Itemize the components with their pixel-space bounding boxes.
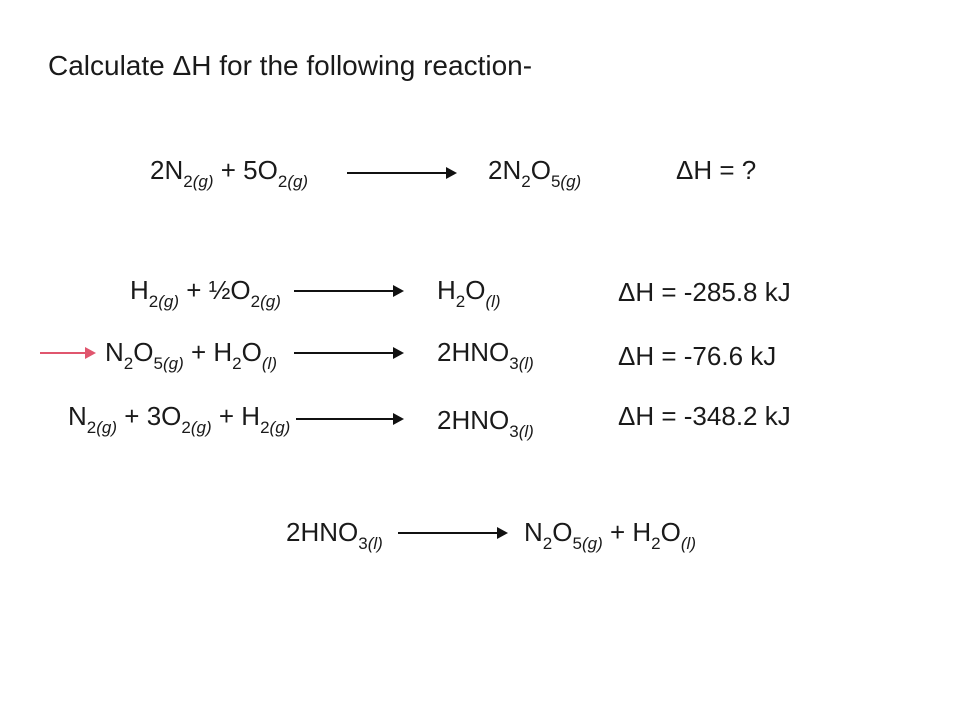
page-title: Calculate ΔH for the following reaction- [48, 50, 533, 81]
step3-reactants: $N_{2(g)} + 3O_{2(g)} + H_{2(g)}$ [68, 401, 291, 437]
step2-reactants: $N_2O_{5(g)} + H_2O_{(l)}$ [105, 337, 277, 373]
reaction-arrow [398, 532, 506, 534]
step1-enthalpy: ΔH = -285.8 kJ [618, 277, 791, 307]
reaction-arrow [347, 172, 455, 174]
reaction-arrow [294, 290, 402, 292]
reversed-products: $N_2O_{5(g)} + H_2O_{(l)}$ [524, 517, 696, 553]
reversed-reactant: $2HNO_{3(l)}$ [286, 517, 383, 553]
reaction-arrow [296, 418, 402, 420]
step1-reactants: $H_{2(g)}$ + $\frac{1}{2}O_{2(g)}$ [130, 275, 281, 311]
step2-product: $2HNO_{3(l)}$ [437, 337, 534, 373]
target-reactants: $2N_{2(g)} + 5O_{2(g)}$ [150, 155, 309, 191]
pointer-arrow [40, 352, 94, 354]
step2-enthalpy: ΔH = -76.6 kJ [618, 341, 777, 371]
reaction-arrow [294, 352, 402, 354]
step1-product: $H_2O_{(l)}$ [437, 275, 501, 311]
step3-product: $2HNO_{3(l)}$ [437, 405, 534, 441]
target-enthalpy: ΔH = ? [676, 155, 757, 185]
target-product: $2N_2O_{5(g)}$ [488, 155, 582, 191]
step3-enthalpy: ΔH = -348.2 kJ [618, 401, 791, 431]
